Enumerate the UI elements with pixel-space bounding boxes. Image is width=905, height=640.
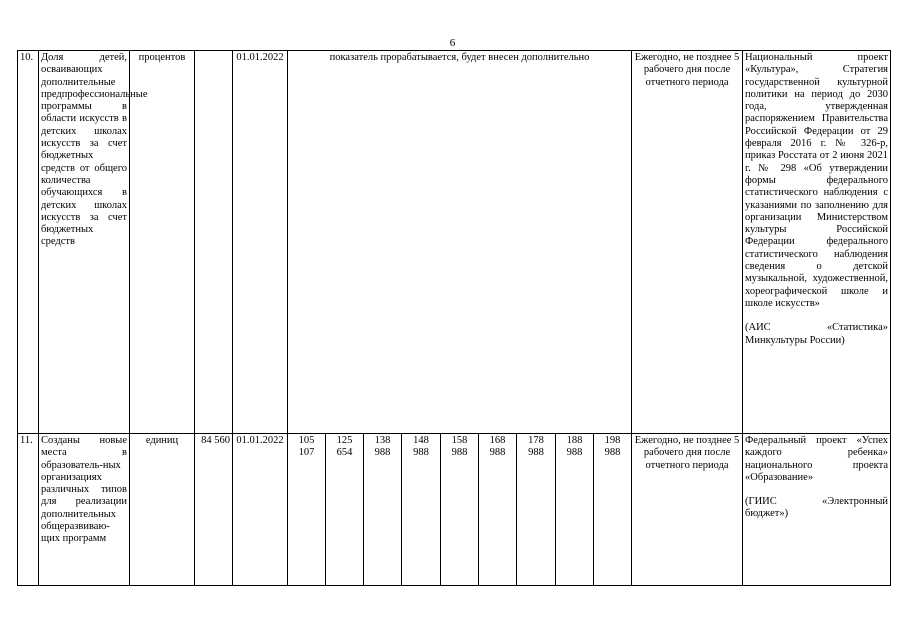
base-value-cell: 84 560: [195, 434, 233, 586]
page-number: 6: [449, 37, 456, 49]
pending-indicator-note: показатель прорабатывается, будет внесен дополнительно: [288, 51, 632, 434]
row-number: 11.: [18, 434, 39, 586]
table-row: [18, 434, 891, 586]
base-value-cell: [195, 51, 233, 434]
frequency-cell: Ежегодно, не позднее 5 рабочего дня после отчетного периода: [632, 51, 743, 434]
year-value-cell: 168 988: [479, 434, 517, 586]
source-cell: [743, 51, 891, 434]
unit-cell: процентов: [130, 51, 195, 434]
source-system: (АИС «Статистика» Минкультуры России): [745, 322, 889, 346]
year-value-cell: 158 988: [441, 434, 479, 586]
year-value-cell: 188 988: [556, 434, 594, 586]
year-value-cell: 138 988: [364, 434, 402, 586]
year-value-cell: 148 988: [402, 434, 441, 586]
base-date-cell: 01.01.2022: [233, 51, 288, 434]
year-value-cell: 198 988: [594, 434, 632, 586]
indicator-name: Доля детей, осваивающих дополнительные предпрофессиональные программы в области искусств в детских школах искусств за счет бюджетных средств от общего количества обучающихся в детских школах искусств за счет бюджетных средств: [39, 51, 130, 434]
frequency-cell: Ежегодно, не позднее 5 рабочего дня после отчетного периода: [632, 434, 743, 586]
source-system: (ГИИС «Электронный бюджет»): [745, 496, 889, 520]
table-row: [18, 51, 891, 434]
row-number: 10.: [18, 51, 39, 434]
year-value-cell: 125 654: [326, 434, 364, 586]
year-value-cell: 105 107: [288, 434, 326, 586]
source-text: Национальный проект «Культура», Стратегия государственной культурной политики на период до 2030 года, утвержденная распоряжением Правительства Российской Федерации от 29 февраля 2016 г. № 326-р, приказ Росстата от 2 июня 2021 г. № 298 «Об утверждении формы федерального статистического наблюдения с указаниями по заполнению для организации Министерством культуры Российской Федерации федерального статистического наблюдения сведения о детской музыкальной, художественной, хореографической школе и школе искусств»: [745, 52, 889, 309]
source-cell: [743, 434, 891, 586]
source-text: Федеральный проект «Успех каждого ребенка» национального проекта «Образование»: [745, 435, 889, 483]
unit-cell: единиц: [130, 434, 195, 586]
indicator-name: Созданы новые места в образователь-ных организациях различных типов для реализации дополнительных общеразвиваю-щих программ: [39, 434, 130, 586]
base-date-cell: 01.01.2022: [233, 434, 288, 586]
year-value-cell: 178 988: [517, 434, 556, 586]
indicators-table: [17, 50, 891, 586]
